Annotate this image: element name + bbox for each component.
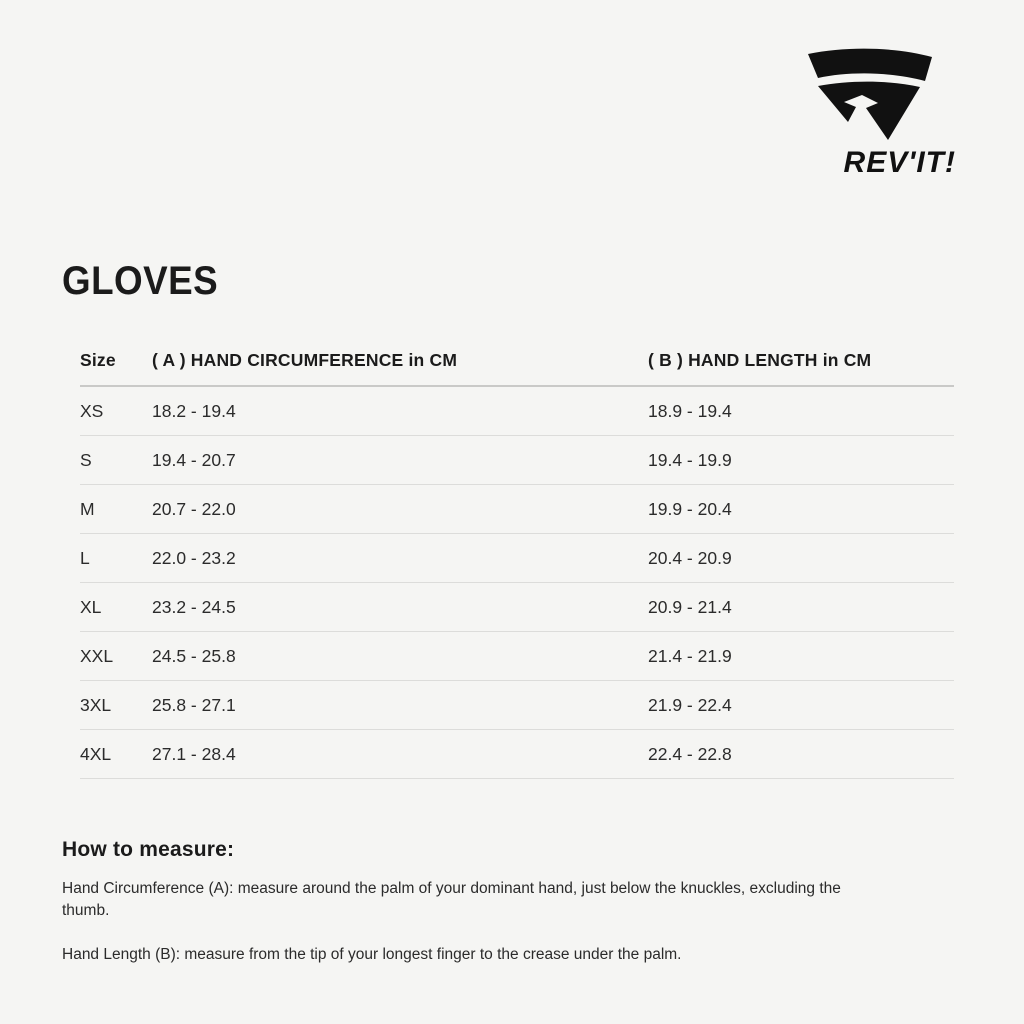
- column-header-hand-circumference: ( A ) HAND CIRCUMFERENCE in CM: [152, 350, 458, 370]
- cell-circumference: 25.8 - 27.1: [152, 681, 648, 730]
- cell-length: 20.4 - 20.9: [648, 534, 954, 583]
- table-header-row: [80, 350, 954, 386]
- cell-size: XL: [80, 583, 152, 632]
- cell-length: 20.9 - 21.4: [648, 583, 954, 632]
- table-row: [80, 730, 954, 779]
- cell-length: 21.4 - 21.9: [648, 632, 954, 681]
- column-header-size: Size: [80, 350, 116, 370]
- cell-length: 22.4 - 22.8: [648, 730, 954, 779]
- table-row: [80, 632, 954, 681]
- cell-length: 18.9 - 19.4: [648, 386, 954, 436]
- cell-size: XXL: [80, 632, 152, 681]
- cell-circumference: 18.2 - 19.4: [152, 386, 648, 436]
- how-to-measure-title: How to measure:: [62, 838, 235, 861]
- cell-length: 19.9 - 20.4: [648, 485, 954, 534]
- table-row: [80, 436, 954, 485]
- cell-size: L: [80, 534, 152, 583]
- table-row: [80, 534, 954, 583]
- cell-length: 19.4 - 19.9: [648, 436, 954, 485]
- page-title: GLOVES: [62, 258, 219, 303]
- cell-size: XS: [80, 386, 152, 436]
- cell-circumference: 23.2 - 24.5: [152, 583, 648, 632]
- cell-circumference: 22.0 - 23.2: [152, 534, 648, 583]
- cell-length: 21.9 - 22.4: [648, 681, 954, 730]
- table-head: [80, 350, 954, 386]
- brand-wordmark: REV'IT!: [843, 146, 956, 179]
- column-header-hand-length: ( B ) HAND LENGTH in CM: [648, 350, 872, 370]
- table-row: [80, 681, 954, 730]
- cell-size: 4XL: [80, 730, 152, 779]
- table-row: [80, 583, 954, 632]
- revit-shield-icon: [792, 48, 942, 140]
- cell-circumference: 19.4 - 20.7: [152, 436, 648, 485]
- cell-size: M: [80, 485, 152, 534]
- cell-size: 3XL: [80, 681, 152, 730]
- size-chart-table: [80, 350, 954, 779]
- table-row: [80, 386, 954, 436]
- how-to-measure-section: [62, 838, 882, 966]
- brand-logo: [772, 48, 962, 180]
- table-row: [80, 485, 954, 534]
- cell-circumference: 24.5 - 25.8: [152, 632, 648, 681]
- table-body: [80, 386, 954, 779]
- cell-size: S: [80, 436, 152, 485]
- cell-circumference: 20.7 - 22.0: [152, 485, 648, 534]
- how-to-measure-length-text: Hand Length (B): measure from the tip of your longest finger to the crease under the palm.: [62, 946, 682, 963]
- how-to-measure-circumference-text: Hand Circumference (A): measure around the palm of your dominant hand, just below the knuckles, excluding the thumb.: [62, 880, 841, 919]
- cell-circumference: 27.1 - 28.4: [152, 730, 648, 779]
